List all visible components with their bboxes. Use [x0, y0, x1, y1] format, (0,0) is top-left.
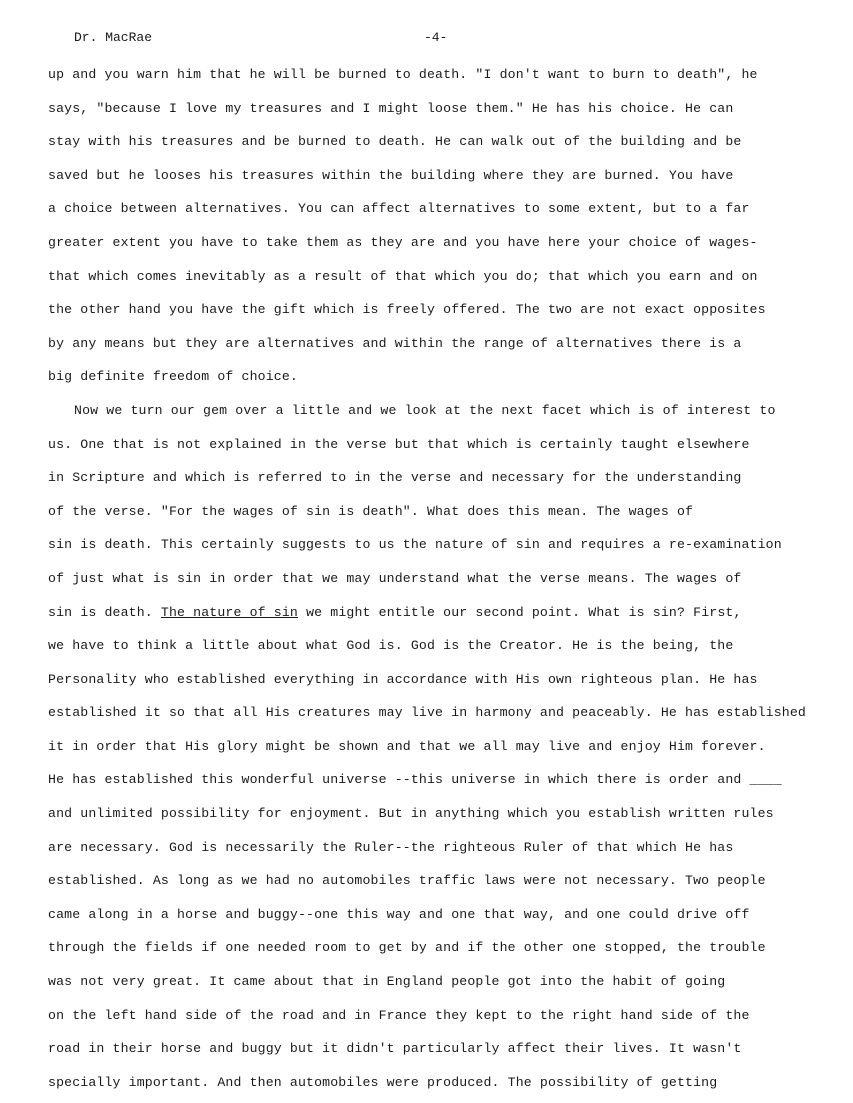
text-line: Now we turn our gem over a little and we look at the next facet which is of interest to	[74, 402, 776, 418]
page-number: -4-	[424, 30, 448, 45]
underlined-heading: The nature of sin	[160, 604, 298, 620]
text-line: big definite freedom of choice.	[48, 369, 298, 385]
text-line: we have to think a little about what God is. God is the Creator. He is the being, the	[48, 638, 734, 654]
author-name: Dr. MacRae	[74, 30, 153, 45]
text-line: Personality who established everything in accordance with His own righteous plan. He has	[48, 671, 758, 687]
page-header	[74, 30, 794, 52]
text-line: on the left hand side of the road and in France they kept to the right hand side of the	[48, 1007, 750, 1023]
text-line: greater extent you have to take them as they are and you have here your choice of wages-	[48, 234, 758, 250]
text-line: sin is death. This certainly suggests to us the nature of sin and requires a re-examination	[48, 537, 782, 553]
text-line: of the verse. "For the wages of sin is death". What does this mean. The wages of	[48, 503, 694, 519]
text-line: it in order that His glory might be shown and that we all may live and enjoy Him forever.	[48, 738, 766, 754]
text-line: says, "because I love my treasures and I might loose them." He has his choice. He can	[48, 100, 734, 116]
text-line: by any means but they are alternatives and within the range of alternatives there is a	[48, 335, 742, 351]
text-line: of just what is sin in order that we may understand what the verse means. The wages of	[48, 570, 742, 586]
text-line-with-underline	[48, 596, 848, 630]
text-line: established it so that all His creatures may live in harmony and peaceably. He has established	[48, 705, 806, 721]
text-line: specially important. And then automobiles were produced. The possibility of getting	[48, 1074, 718, 1090]
text-line: saved but he looses his treasures within the building where they are burned. You have	[48, 167, 734, 183]
text-line: was not very great. It came about that in England people got into the habit of going	[48, 974, 726, 990]
text-line: came along in a horse and buggy--one this way and one that way, and one could drive off	[48, 906, 750, 922]
text-line: stay with his treasures and be burned to death. He can walk out of the building and be	[48, 134, 742, 150]
text-segment: sin is death.	[48, 604, 161, 620]
text-line: that which comes inevitably as a result of that which you do; that which you earn and on	[48, 268, 758, 284]
text-segment: we might entitle our second point. What is sin? First,	[298, 604, 742, 620]
text-line: in Scripture and which is referred to in the verse and necessary for the understanding	[48, 470, 742, 486]
body-text	[48, 58, 848, 1099]
text-line: established. As long as we had no automobiles traffic laws were not necessary. Two people	[48, 873, 766, 889]
text-line: a choice between alternatives. You can affect alternatives to some extent, but to a far	[48, 201, 750, 217]
text-line: are necessary. God is necessarily the Ruler--the righteous Ruler of that which He has	[48, 839, 734, 855]
text-line: and unlimited possibility for enjoyment. But in anything which you establish written rules	[48, 806, 774, 822]
text-line: through the fields if one needed room to get by and if the other one stopped, the trouble	[48, 940, 766, 956]
text-line: the other hand you have the gift which is freely offered. The two are not exact opposites	[48, 302, 766, 318]
text-line: road in their horse and buggy but it didn't particularly affect their lives. It wasn't	[48, 1041, 742, 1057]
text-line: He has established this wonderful universe --this universe in which there is order and ____	[48, 772, 782, 788]
text-line: up and you warn him that he will be burned to death. "I don't want to burn to death", he	[48, 67, 758, 82]
text-line: us. One that is not explained in the verse but that which is certainly taught elsewhere	[48, 436, 750, 452]
